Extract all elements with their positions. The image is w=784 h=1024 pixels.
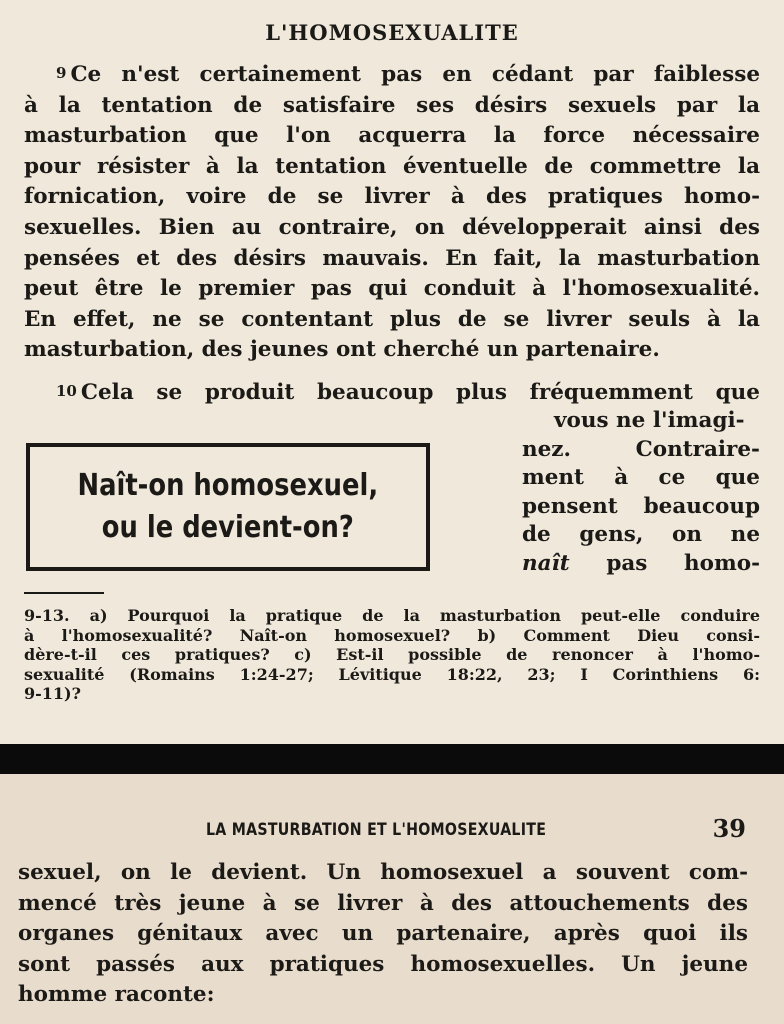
paragraph-number: 10 [56,382,77,400]
bottom-paragraph [18,858,748,1011]
paragraph-line: mencé très jeune à se livrer à des attouchements des [18,890,748,916]
paragraph-10-first-line: 10 Cela se produit beaucoup plus fréquemment que [56,380,760,405]
footnote-line: sexualité (Romains 1:24-27; Lévitique 18:22, 23; I Corinthiens 6: [24,664,760,684]
paragraph-line: peut être le premier pas qui conduit à l'homosexualité. [24,276,760,302]
chapter-title: L'HOMOSEXUALITE [265,20,519,45]
paragraph-line: ment à ce que [522,465,760,491]
paragraph-line: sexuelles. Bien au contraire, on développerait ainsi des [24,214,760,240]
paragraph-line: organes génitaux avec un partenaire, après quoi ils [18,921,748,947]
highlight-box [26,443,430,571]
paragraph-number: 9 [56,64,67,82]
running-head: LA MASTURBATION ET L'HOMOSEXUALITE [206,820,547,839]
page-divider [0,744,784,774]
paragraph-line: pensées et des désirs mauvais. En fait, la masturbation [24,245,760,271]
paragraph-line: fornication, voire de se livrer à des pratiques homo- [24,184,760,210]
footnote-rule [24,592,104,594]
paragraph-line: de gens, on ne [522,522,760,548]
paragraph-line: vous ne l'imagi- [554,408,745,433]
paragraph-10-column [522,407,760,579]
highlight-box-text [78,465,379,549]
paragraph-line: sexuel, on le devient. Un homosexuel a souvent com- [18,860,748,885]
paragraph-line: En effet, ne se contentant plus de se livrer seuls à la [24,306,760,332]
study-questions-footnote [24,606,760,704]
paragraph-line: 9 Ce n'est certainement pas en cédant par faiblesse [56,62,760,87]
footnote-line: dère-t-il ces pratiques? c) Est-il possible de renoncer à l'homo- [24,645,760,664]
paragraph-line: masturbation, des jeunes ont cherché un partenaire. [24,337,660,363]
paragraph-line: naît pas homo- [522,550,760,576]
paragraph-line: nez. Contraire- [522,436,760,462]
paragraph-9 [24,58,760,366]
paragraph-line: homme raconte: [18,982,215,1008]
footnote-line: 9-11)? [24,684,81,703]
paragraph-line: pour résister à la tentation éventuelle de commettre la [24,153,760,179]
emphasis-word: naît [522,550,570,576]
page-number: 39 [712,814,746,843]
paragraph-line: masturbation que l'on acquerra la force nécessaire [24,123,760,149]
highlight-line: Naît-on homosexuel, [77,468,379,503]
paragraph-line: pensent beaucoup [522,493,760,519]
paragraph-line: sont passés aux pratiques homosexuelles. Un jeune [18,951,748,977]
highlight-line: ou le devient-on? [101,510,354,545]
paragraph-line: à la tentation de satisfaire ses désirs sexuels par la [24,92,760,118]
footnote-line: 9-13. a) Pourquoi la pratique de la masturbation peut-elle conduire [24,606,760,625]
footnote-line: à l'homosexualité? Naît-on homosexuel? b) Comment Dieu consi- [24,625,760,645]
